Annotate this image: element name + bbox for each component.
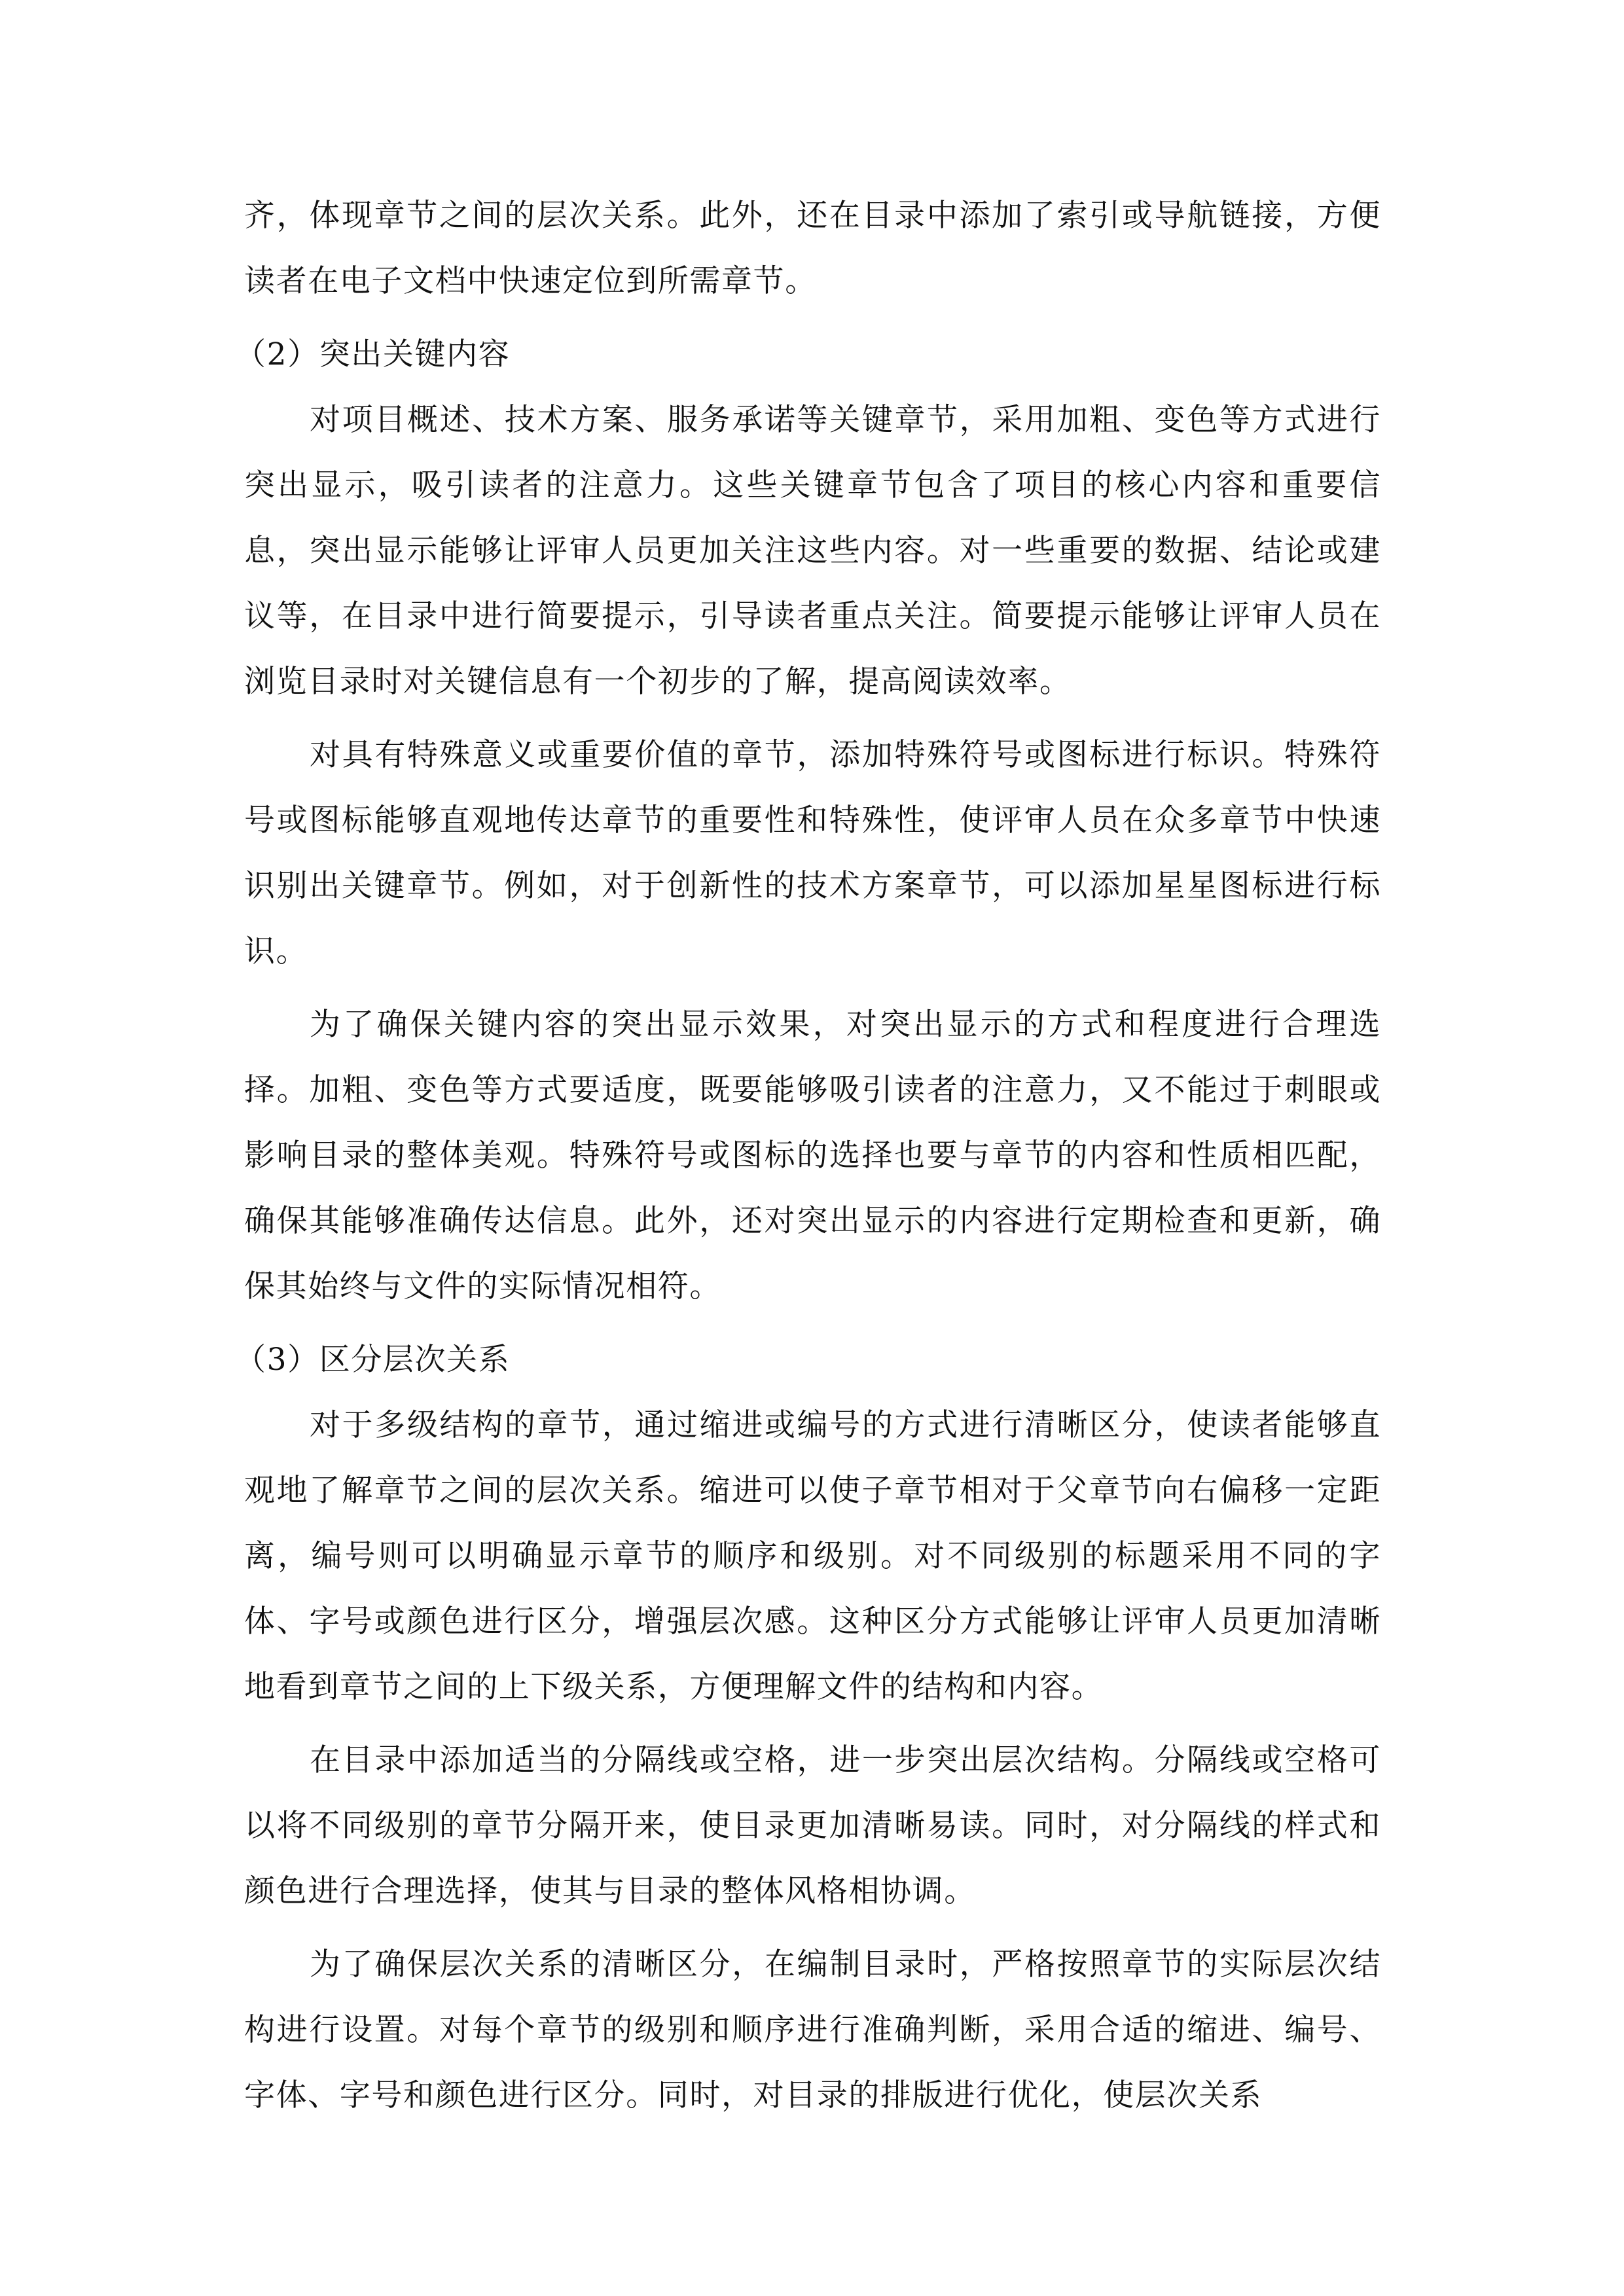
paragraph: 为了确保关键内容的突出显示效果，对突出显示的方式和程度进行合理选择。加粗、变色等方式要适度，既要能够吸引读者的注意力，又不能过于刺眼或影响目录的整体美观。特殊符号或图标的选择也要与章节的内容和性质相匹配，确保其能够准确传达信息。此外，还对突出显示的内容进行定期检查和更新，确保其始终与文件的实际情况相符。: [244, 1007, 1381, 1304]
paragraph: 对于多级结构的章节，通过缩进或编号的方式进行清晰区分，使读者能够直观地了解章节之间的层次关系。缩进可以使子章节相对于父章节向右偏移一定距离，编号则可以明确显示章节的顺序和级别。对不同级别的标题采用不同的字体、字号或颜色进行区分，增强层次感。这种区分方式能够让评审人员更加清晰地看到章节之间的上下级关系，方便理解文件的结构和内容。: [244, 1407, 1381, 1705]
section-heading-highlight-key-content: （2）突出关键内容: [235, 336, 511, 372]
paragraph: 为了确保层次关系的清晰区分，在编制目录时，严格按照章节的实际层次结构进行设置。对每个章节的级别和顺序进行准确判断，采用合适的缩进、编号、字体、字号和颜色进行区分。同时，对目录的排版进行优化，使层次关系: [244, 1946, 1381, 2113]
paragraph: 对具有特殊意义或重要价值的章节，添加特殊符号或图标进行标识。特殊符号或图标能够直观地传达章节的重要性和特殊性，使评审人员在众多章节中快速识别出关键章节。例如，对于创新性的技术方案章节，可以添加星星图标进行标识。: [244, 737, 1381, 969]
paragraph: 在目录中添加适当的分隔线或空格，进一步突出层次结构。分隔线或空格可以将不同级别的章节分隔开来，使目录更加清晰易读。同时，对分隔线的样式和颜色进行合理选择，使其与目录的整体风格相协调。: [244, 1742, 1381, 1909]
paragraph: 对项目概述、技术方案、服务承诺等关键章节，采用加粗、变色等方式进行突出显示，吸引读者的注意力。这些关键章节包含了项目的核心内容和重要信息，突出显示能够让评审人员更加关注这些内容。对一些重要的数据、结论或建议等，在目录中进行简要提示，引导读者重点关注。简要提示能够让评审人员在浏览目录时对关键信息有一个初步的了解，提高阅读效率。: [244, 402, 1381, 700]
section-heading-distinguish-hierarchy: （3）区分层次关系: [235, 1342, 511, 1378]
document-body: [235, 183, 1381, 2136]
paragraph-continuation: 齐，体现章节之间的层次关系。此外，还在目录中添加了索引或导航链接，方便读者在电子文档中快速定位到所需章节。: [244, 198, 1381, 299]
